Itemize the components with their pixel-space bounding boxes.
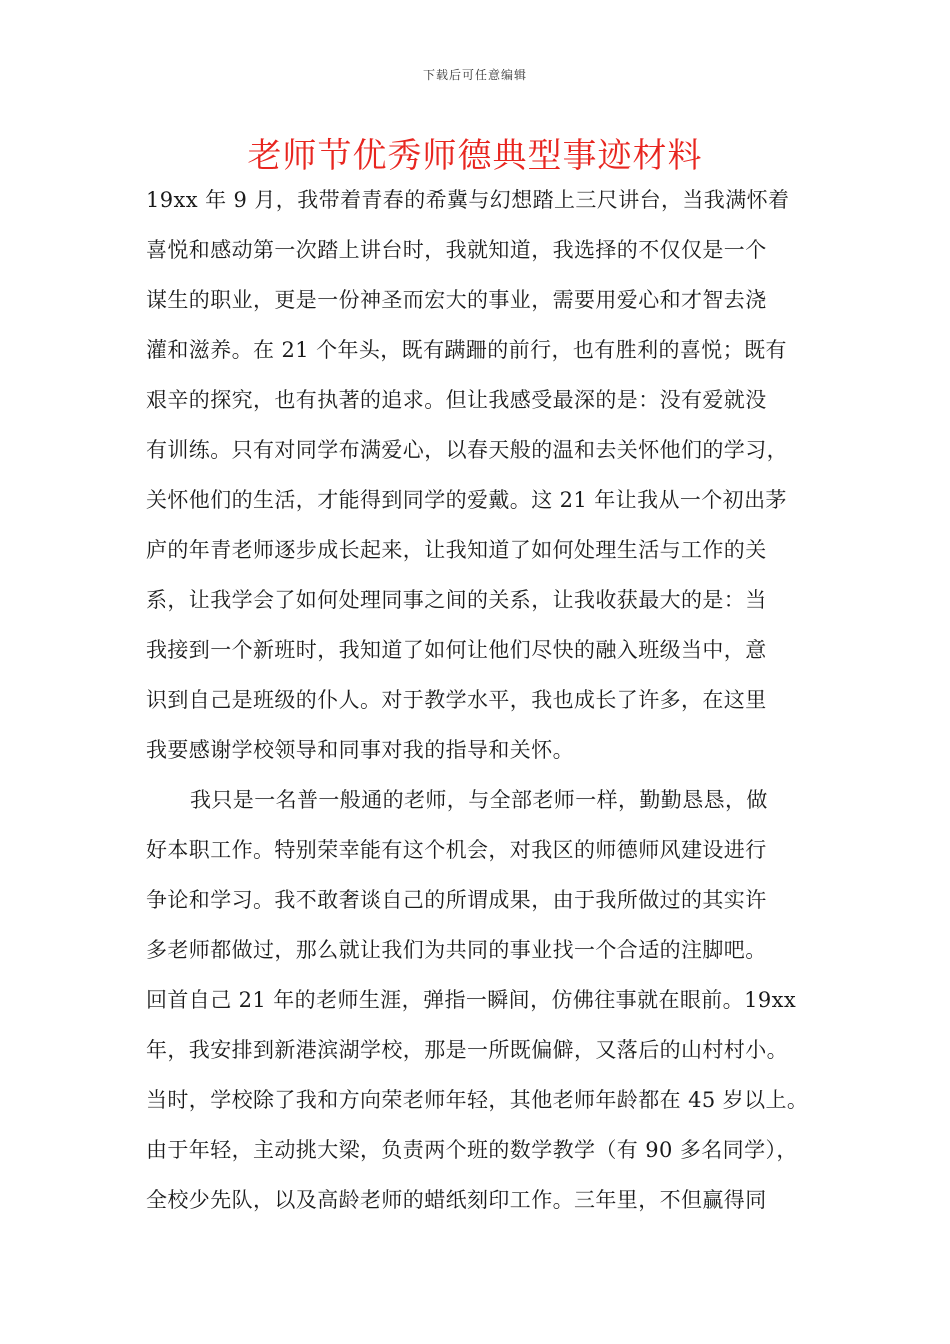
body-line: 灌和滋养。在 21 个年头，既有蹒跚的前行，也有胜利的喜悦；既有	[146, 338, 787, 362]
body-line: 我只是一名普一般通的老师，与全部老师一样，勤勤恳恳，做	[190, 788, 768, 812]
body-line: 我要感谢学校领导和同事对我的指导和关怀。	[146, 738, 574, 762]
body-line: 好本职工作。特别荣幸能有这个机会，对我区的师德师风建设进行	[146, 838, 767, 862]
body-line: 全校少先队，以及高龄老师的蜡纸刻印工作。三年里，不但赢得同	[146, 1188, 767, 1212]
body-line: 艰辛的探究，也有执著的追求。但让我感受最深的是：没有爱就没	[146, 388, 767, 412]
body-line: 识到自己是班级的仆人。对于教学水平，我也成长了许多，在这里	[146, 688, 767, 712]
body-line: 关怀他们的生活，才能得到同学的爱戴。这 21 年让我从一个初出茅	[146, 488, 787, 512]
document-title: 老师节优秀师德典型事迹材料	[247, 136, 703, 176]
body-line: 19xx 年 9 月，我带着青春的希冀与幻想踏上三尺讲台，当我满怀着	[146, 188, 790, 212]
body-line: 回首自己 21 年的老师生涯，弹指一瞬间，仿佛往事就在眼前。19xx	[146, 988, 797, 1012]
document-body	[146, 178, 808, 1228]
body-line: 有训练。只有对同学布满爱心，以春天般的温和去关怀他们的学习，	[146, 438, 788, 462]
body-line: 谋生的职业，更是一份神圣而宏大的事业，需要用爱心和才智去浇	[146, 288, 767, 312]
body-line: 多老师都做过，那么就让我们为共同的事业找一个合适的注脚吧。	[146, 938, 767, 962]
body-line: 我接到一个新班时，我知道了如何让他们尽快的融入班级当中，意	[146, 638, 767, 662]
body-line: 系，让我学会了如何处理同事之间的关系，让我收获最大的是：当	[146, 588, 767, 612]
body-line: 年，我安排到新港滨湖学校，那是一所既偏僻，又落后的山村村小。	[146, 1038, 788, 1062]
body-line: 当时，学校除了我和方向荣老师年轻，其他老师年龄都在 45 岁以上。	[146, 1088, 808, 1112]
body-line: 喜悦和感动第一次踏上讲台时，我就知道，我选择的不仅仅是一个	[146, 238, 767, 262]
page-header-note: 下载后可任意编辑	[422, 68, 527, 82]
body-line: 争论和学习。我不敢奢谈自己的所谓成果，由于我所做过的其实许	[146, 888, 767, 912]
body-line: 庐的年青老师逐步成长起来，让我知道了如何处理生活与工作的关	[146, 538, 767, 562]
body-line: 由于年轻，主动挑大梁，负责两个班的数学教学（有 90 多名同学），	[146, 1138, 798, 1162]
